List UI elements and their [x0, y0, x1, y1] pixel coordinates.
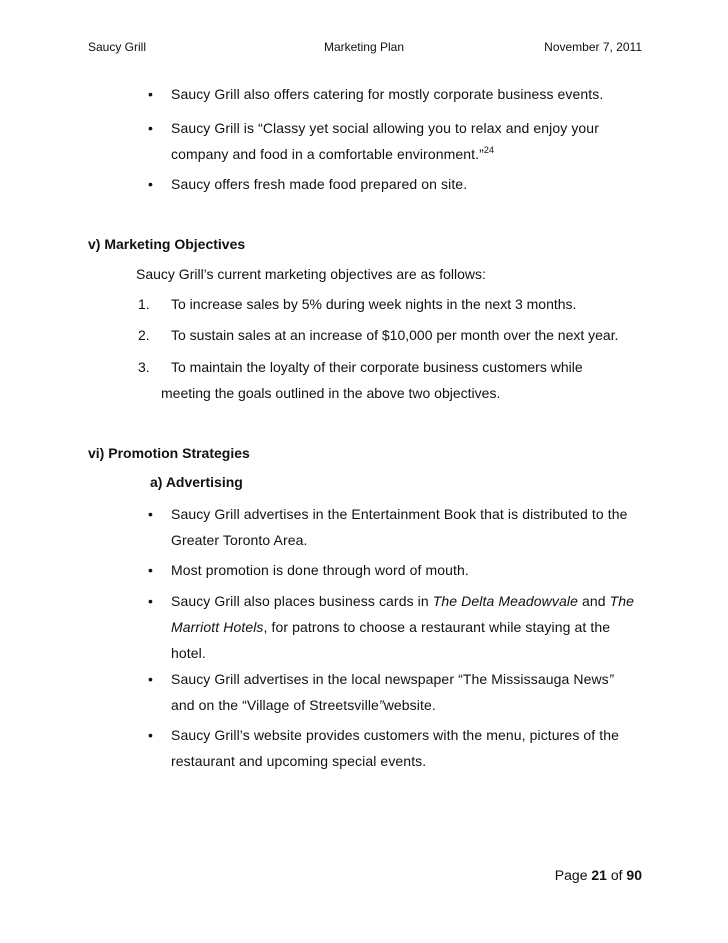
text-run: website. [383, 697, 436, 713]
text-run: ” [608, 671, 614, 687]
text-run: Saucy Grill also places business cards in [171, 593, 433, 609]
bullet-icon: • [148, 593, 153, 609]
page-number [555, 866, 642, 884]
section-intro: Saucy Grill’s current marketing objectives are as follows: [136, 266, 486, 282]
numbered-item [138, 322, 648, 348]
bullet-text [171, 115, 648, 167]
current-page: 21 [591, 867, 607, 883]
bullet-icon: • [148, 727, 153, 743]
hotel-name-delta: The Delta Meadowvale [432, 593, 578, 609]
page-label: Page [554, 867, 588, 883]
bullet-icon: • [148, 86, 153, 102]
subsection-heading-advertising: a) Advertising [150, 474, 243, 490]
item-text-continued: meeting the goals outlined in the above two objectives. [161, 385, 501, 401]
text-run: Saucy Grill advertises in the local newspaper “The Mississauga News [171, 671, 609, 687]
item-number: 2. [138, 327, 150, 343]
list-item [148, 501, 648, 553]
bullet-icon: • [148, 176, 153, 192]
header-company: Saucy Grill [88, 40, 147, 54]
list-item [148, 115, 648, 167]
header-title: Marketing Plan [323, 40, 405, 54]
list-item [148, 588, 648, 666]
bullet-text [171, 588, 648, 666]
list-item [148, 722, 648, 774]
list-item [148, 81, 648, 107]
of-label: of [610, 867, 623, 883]
item-text: To maintain the loyalty of their corporate business customers while [171, 359, 583, 375]
list-item [148, 557, 648, 583]
bullet-text: Saucy offers fresh made food prepared on site. [171, 176, 468, 192]
item-number: 3. [138, 359, 150, 375]
text-run: ” [378, 697, 384, 713]
bullet-text-main: Saucy Grill is “Classy yet social allowing you to relax and enjoy your company and food in a comfortable environment.” [171, 120, 599, 162]
item-number: 1. [138, 296, 150, 312]
list-item [148, 171, 648, 197]
text-run: and [577, 593, 610, 609]
bullet-text: Saucy Grill advertises in the Entertainment Book that is distributed to the Greater Toronto Area. [171, 506, 628, 548]
bullet-icon: • [148, 120, 153, 136]
numbered-item [138, 354, 648, 406]
bullet-icon: • [148, 671, 153, 687]
list-item [148, 666, 648, 718]
bullet-icon: • [148, 506, 153, 522]
section-heading-promotion-strategies: vi) Promotion Strategies [88, 445, 250, 461]
bullet-icon: • [148, 562, 153, 578]
bullet-text: Most promotion is done through word of mouth. [171, 562, 469, 578]
bullet-text: Saucy Grill’s website provides customers with the menu, pictures of the restaurant and upcoming special events. [171, 727, 620, 769]
numbered-item [138, 291, 648, 317]
hotel-name-marriott: The Marriott Hotels [171, 593, 635, 635]
bullet-text [171, 666, 648, 718]
footnote-reference: 24 [483, 145, 495, 155]
text-run: , for patrons to choose a restaurant while staying at the hotel. [171, 619, 611, 661]
item-text: To increase sales by 5% during week nights in the next 3 months. [171, 296, 577, 312]
section-heading-marketing-objectives: v) Marketing Objectives [88, 236, 246, 252]
bullet-text: Saucy Grill also offers catering for mostly corporate business events. [171, 86, 604, 102]
item-text: To sustain sales at an increase of $10,000 per month over the next year. [171, 327, 619, 343]
text-run: and on the “Village of Streetsville [171, 697, 379, 713]
total-pages: 90 [626, 867, 642, 883]
header-date: November 7, 2011 [544, 40, 642, 54]
